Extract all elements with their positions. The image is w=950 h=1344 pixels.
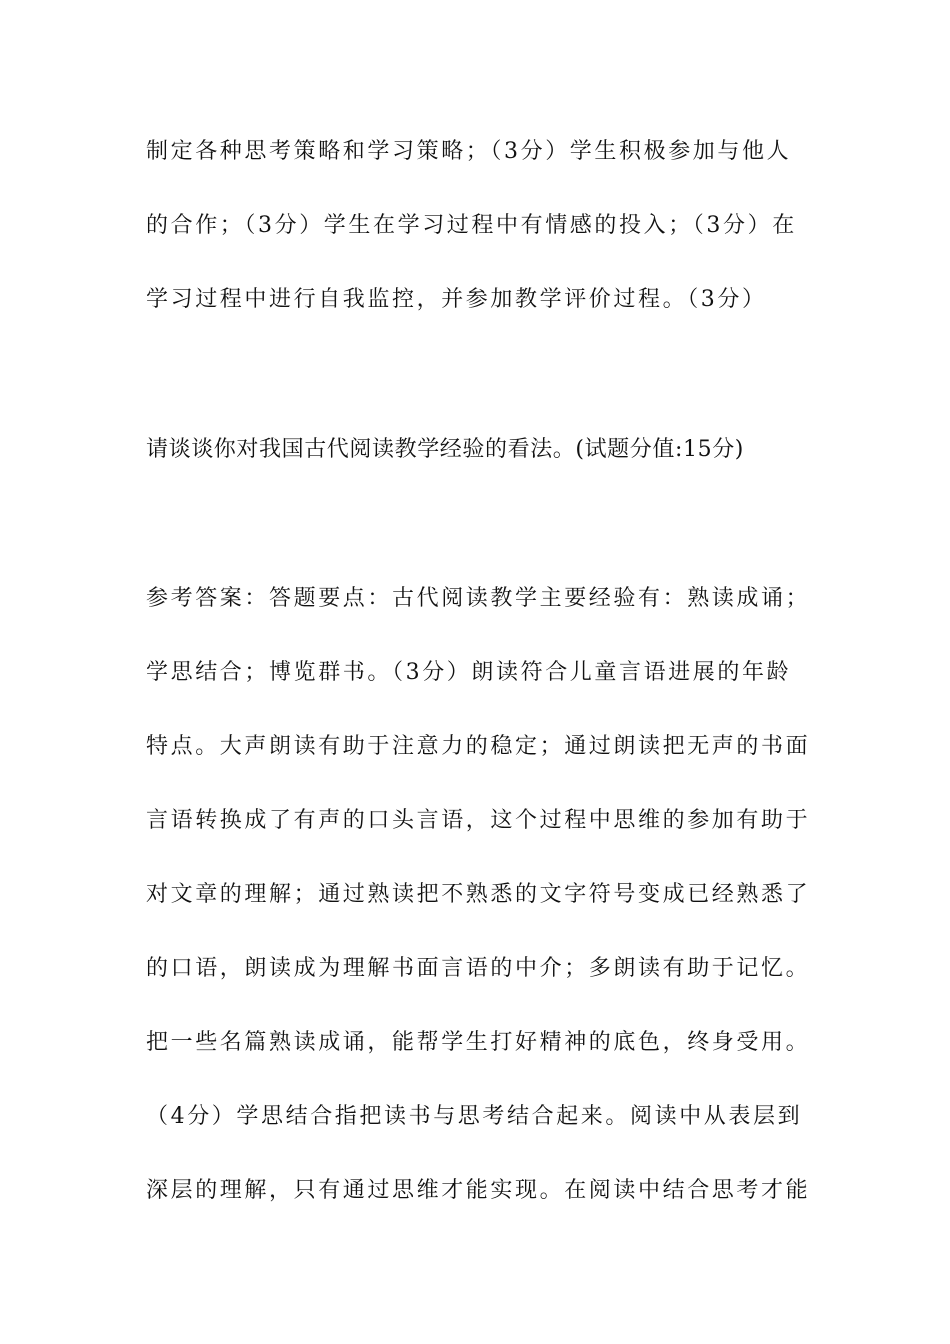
answer-line: 特点。大声朗读有助于注意力的稳定；通过朗读把无声的书面 (146, 734, 811, 759)
text-line: 学习过程中进行自我监控，并参加教学评价过程。（3分） (146, 287, 767, 312)
answer-line: 把一些名篇熟读成诵，能帮学生打好精神的底色，终身受用。 (146, 1030, 811, 1055)
answer-line: 言语转换成了有声的口头言语，这个过程中思维的参加有助于 (146, 808, 811, 833)
text-line: 的合作；（3分）学生在学习过程中有情感的投入；（3分）在 (146, 213, 797, 238)
text-line: 制定各种思考策略和学习策略；（3分）学生积极参加与他人 (146, 139, 792, 164)
answer-line: 深层的理解，只有通过思维才能实现。在阅读中结合思考才能 (146, 1178, 811, 1203)
answer-line: 参考答案：答题要点：古代阅读教学主要经验有：熟读成诵； (146, 586, 811, 611)
answer-line: 的口语，朗读成为理解书面言语的中介；多朗读有助于记忆。 (146, 956, 811, 981)
answer-line: 对文章的理解；通过熟读把不熟悉的文字符号变成已经熟悉了 (146, 882, 811, 907)
answer-line: 学思结合；博览群书。（3分）朗读符合儿童言语进展的年龄 (146, 660, 792, 685)
question-line: 请谈谈你对我国古代阅读教学经验的看法。(试题分值:15分) (146, 437, 744, 462)
answer-line: （4分）学思结合指把读书与思考结合起来。阅读中从表层到 (146, 1104, 803, 1129)
